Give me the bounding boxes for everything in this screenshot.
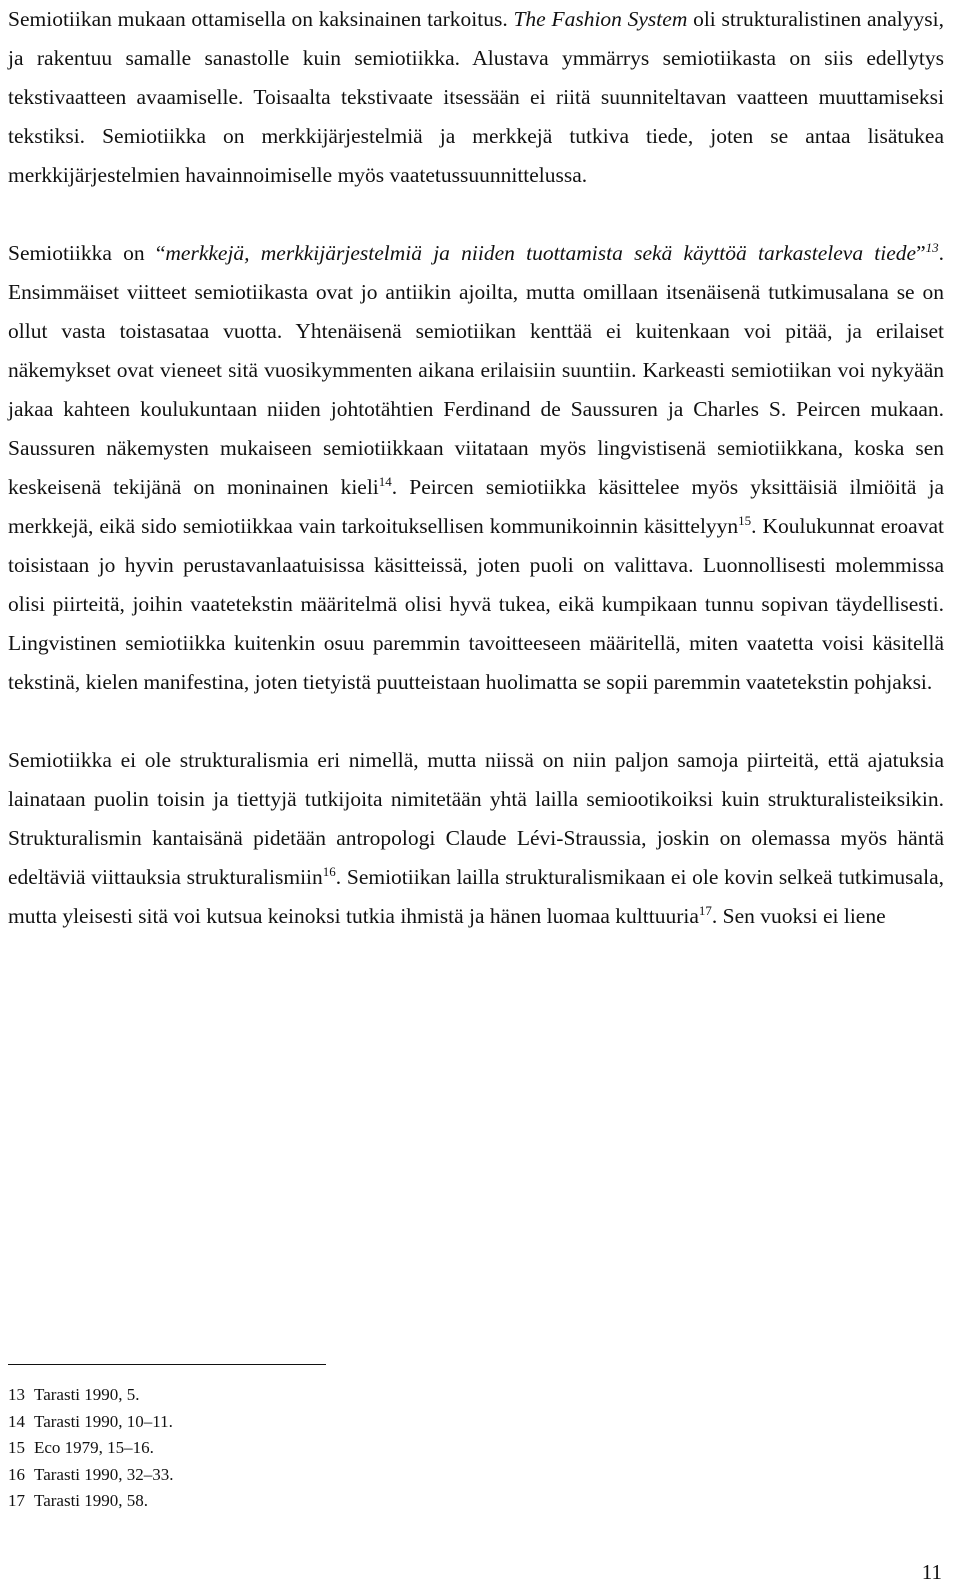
footnotes [8,1382,608,1515]
footnote-reference: 15 [738,512,752,528]
text-run: Semiotiikka on “ [8,241,166,265]
paragraph-semiotics-definition [8,234,944,702]
footnote-number: 14 [8,1411,25,1431]
footnote-text: Eco 1979, 15–16. [34,1438,154,1457]
text-run: . Peircen semiotiikka käsittelee myös yksittäisiä ilmiöitä ja merkkejä, eikä sido semiotiikkaa vain tarkoituksellisen kommunikoinnin käsittelyyn [8,475,944,538]
footnote-reference: 16 [322,863,336,879]
footnote-text: Tarasti 1990, 5. [34,1385,140,1404]
text-run: . Ensimmäiset viitteet semiotiikasta ovat jo antiikin ajoilta, mutta omillaan itsenäisenä tutkimusalana se on ollut vasta toistasataa vuotta. Yhtenäisenä semiotiikan kenttää ei kuitenkaan voi pitää, ja erilaiset näkemykset ovat vieneet sitä vuosikymmenten aikana erilaisiin suuntiin. Karkeasti semiotiikan voi nykyään jakaa kahteen koulukuntaan niiden johtotähtien Ferdinand de Saussuren ja Charles S. Peircen mukaan. Saussuren näkemysten mukaiseen semiotiikkaan viitataan myös lingvistisenä semiotiikkana, koska sen keskeisenä tekijänä on moninainen kieli [8,241,944,499]
footnote-number: 13 [8,1385,25,1404]
text-run: . Semiotiikan lailla strukturalismikaan ei ole kovin selkeä tutkimusala, mutta yleisesti sitä voi kutsua keinoksi tutkia ihmistä ja hänen luomaa kulttuuria [8,865,944,928]
footnote-item [8,1382,608,1409]
text-run: Semiotiikan mukaan ottamisella on kaksinainen tarkoitus. [8,7,514,31]
page-number: 11 [921,1560,942,1584]
footnote-item [8,1462,608,1489]
text-run: . Sen vuoksi ei liene [711,904,886,928]
footnote-reference: 13 [925,239,939,255]
text-run: . Koulukunnat eroavat toisistaan jo hyvin perustavanlaatuisissa käsitteissä, joten puoli on valittava. Luonnollisesti molemmissa olisi piirteitä, joihin vaatetekstin määritelmä olisi hyvä tukea, eikä kumpikaan tunnu sopivan täydellisesti. Lingvistinen semiotiikka kuitenkin osuu paremmin tavoitteeseen määritellä, miten vaatetta voisi käsitellä tekstinä, kielen manifestina, joten tietyistä puutteistaan huolimatta se sopii paremmin vaatetekstin pohjaksi. [8,514,944,694]
footnote-text: Tarasti 1990, 58. [34,1491,149,1510]
italic-text: The Fashion System [513,7,688,31]
footnote-text: Tarasti 1990, 10–11. [34,1411,173,1431]
footnote-text: Tarasti 1990, 32–33. [34,1464,174,1484]
document-page [8,0,944,936]
text-run: ” [916,241,926,265]
footnote-item [8,1435,608,1462]
text-run: Semiotiikka ei ole strukturalismia eri nimellä, mutta niissä on niin paljon samoja piirteitä, että ajatuksia lainataan puolin toisin ja tiettyjä tutkijoita nimitetään yhtä lailla semiootikoiksi kuin strukturalisteiksikin. Strukturalismin kantaisänä pidetään antropologi Claude Lévi-Straussia, joskin on olemassa myös häntä edeltäviä viittauksia strukturalismiin [8,748,944,889]
paragraph-structuralism [8,741,944,936]
footnote-reference: 17 [698,902,712,918]
paragraph-semiotics-purpose [8,0,944,195]
footnote-number: 16 [8,1464,25,1484]
footnote-number: 15 [8,1438,25,1457]
footnote-reference: 14 [378,473,392,489]
text-run: oli strukturalistinen analyysi, ja rakentuu samalle sanastolle kuin semiotiikka. Alustava ymmärrys semiotiikasta on siis edellytys tekstivaatteen avaamiselle. Toisaalta tekstivaate itsessään ei riitä suunniteltavan vaatteen muuttamiseksi tekstiksi. Semiotiikka on merkkijärjestelmiä ja merkkejä tutkiva tiede, joten se antaa lisätukea merkkijärjestelmien havainnoimiselle myös vaatetussuunnittelussa. [8,7,944,187]
footnote-item [8,1488,608,1515]
footnote-item [8,1409,608,1436]
italic-text: merkkejä, merkkijärjestelmiä ja niiden tuottamista sekä käyttöä tarkasteleva tiede [165,241,917,265]
footnote-number: 17 [8,1491,25,1510]
footnote-separator [8,1364,326,1365]
